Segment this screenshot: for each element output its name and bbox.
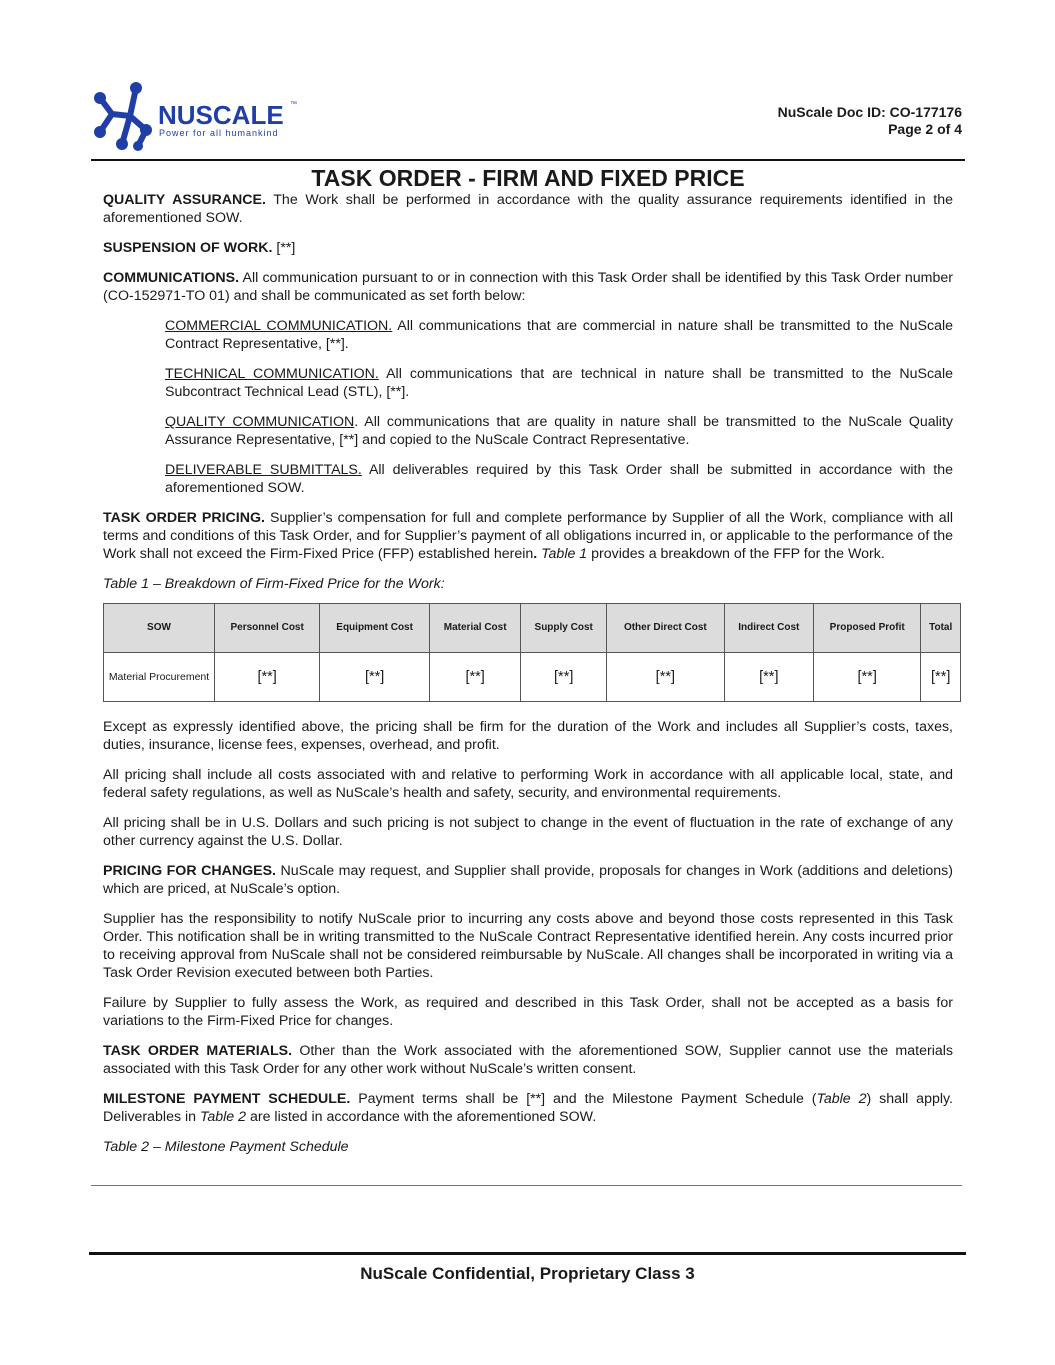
table-cell: [**] [921, 653, 961, 702]
page-number: Page 2 of 4 [888, 121, 962, 137]
header-cell: Material Cost [429, 604, 520, 653]
quality-communication-paragraph: QUALITY COMMUNICATION. All communications that are quality in nature shall be transmitted to the NuScale Quality Assurance Representative, [**] and copied to the NuScale Contract Representative. [165, 414, 953, 448]
document-body [103, 191, 953, 1168]
table-cell: [**] [320, 653, 430, 702]
failure-paragraph: Failure by Supplier to fully assess the Work, as required and described in this Task Order, shall not be accepted as a basis for variations to the Firm-Fixed Price for changes. [103, 995, 953, 1029]
section-heading: PRICING FOR CHANGES. [103, 863, 276, 879]
header-cell: Proposed Profit [813, 604, 920, 653]
header-cell: Equipment Cost [320, 604, 430, 653]
footer-rule [89, 1252, 966, 1255]
notify-paragraph: Supplier has the responsibility to notify NuScale prior to incurring any costs above and beyond those costs represented in this Task Order. This notification shall be in writing transmitted to the NuScale Contract Representative identified herein. Any costs incurred prior to receiving approval from NuScale shall not be considered reimbursable by NuScale. All changes shall be incorporated in writing via a Task Order Revision executed between both Parties. [103, 911, 953, 981]
table-cell: [**] [215, 653, 320, 702]
header-cell: Indirect Cost [724, 604, 813, 653]
section-heading: TASK ORDER MATERIALS. [103, 1043, 293, 1059]
table2-top-rule [91, 1185, 962, 1186]
table2-caption: Table 2 – Milestone Payment Schedule [103, 1139, 349, 1155]
price-breakdown-table [103, 603, 961, 702]
header-cell: Personnel Cost [215, 604, 320, 653]
header-cell: Other Direct Cost [607, 604, 725, 653]
table1-caption: Table 1 – Breakdown of Firm-Fixed Price for the Work: [103, 576, 445, 592]
suspension-paragraph: SUSPENSION OF WORK. [**] [103, 240, 296, 256]
task-order-pricing-paragraph: TASK ORDER PRICING. Supplier’s compensation for full and complete performance by Supplier of all the Work, compliance with all terms and conditions of this Task Order, and for Supplier’s payment of all obligations incurred in, or applicable to the performance of the Work shall not exceed the Firm-Fixed Price (FFP) established herein. Table 1 provides a breakdown of the FFP for the Work. [103, 510, 953, 562]
page-title: TASK ORDER - FIRM AND FIXED PRICE [311, 165, 745, 191]
commercial-communication-paragraph: COMMERCIAL COMMUNICATION. All communications that are commercial in nature shall be transmitted to the NuScale Contract Representative, [**]. [165, 318, 953, 352]
quality-assurance-paragraph: QUALITY ASSURANCE. The Work shall be performed in accordance with the quality assurance requirements identified in the aforementioned SOW. [103, 192, 953, 226]
section-heading: COMMUNICATIONS. [103, 270, 240, 286]
confidentiality-footer: NuScale Confidential, Proprietary Class 3 [360, 1264, 695, 1283]
pricing-for-changes-paragraph: PRICING FOR CHANGES. NuScale may request, and Supplier shall provide, proposals for changes in Work (additions and deletions) which are priced, at NuScale’s option. [103, 863, 954, 897]
header-rule [91, 159, 965, 161]
pricing-currency-paragraph: All pricing shall be in U.S. Dollars and such pricing is not subject to change in the event of fluctuation in the rate of exchange of any other currency against the U.S. Dollar. [103, 815, 953, 849]
communications-paragraph: COMMUNICATIONS. All communication pursuant to or in connection with this Task Order shall be identified by this Task Order number (CO-152971-TO 01) and shall be communicated as set forth below: [103, 270, 953, 304]
logo-tm: ™ [290, 101, 297, 108]
table-row [104, 653, 961, 702]
deliverable-submittals-paragraph: DELIVERABLE SUBMITTALS. All deliverables required by this Task Order shall be submitted in accordance with the aforementioned SOW. [165, 462, 953, 496]
logo-tagline: Power for all humankind [159, 128, 279, 138]
section-heading: MILESTONE PAYMENT SCHEDULE. [103, 1091, 351, 1107]
table-cell: Material Procurement [104, 653, 215, 702]
doc-id: NuScale Doc ID: CO-177176 [777, 104, 962, 120]
table-cell: [**] [429, 653, 520, 702]
section-heading: SUSPENSION OF WORK. [103, 240, 273, 256]
pricing-firm-paragraph: Except as expressly identified above, the pricing shall be firm for the duration of the Work and includes all Supplier’s costs, taxes, duties, insurance, license fees, expenses, overhead, and profit. [103, 719, 953, 753]
table-cell: [**] [607, 653, 725, 702]
table-cell: [**] [813, 653, 920, 702]
section-heading: TASK ORDER PRICING. [103, 510, 265, 526]
technical-communication-paragraph: TECHNICAL COMMUNICATION. All communications that are technical in nature shall be transmitted to the NuScale Subcontract Technical Lead (STL), [**]. [165, 366, 953, 400]
table-cell: [**] [521, 653, 607, 702]
header-cell: Supply Cost [521, 604, 607, 653]
logo-brand: NUSCALE [158, 100, 284, 130]
pricing-safety-paragraph: All pricing shall include all costs associated with and relative to performing Work in accordance with all applicable local, state, and federal safety regulations, as well as NuScale’s health and safety, security, and environmental requirements. [103, 767, 953, 801]
table-cell: [**] [724, 653, 813, 702]
header-cell: SOW [104, 604, 215, 653]
header-cell: Total [921, 604, 961, 653]
section-heading: QUALITY ASSURANCE. [103, 192, 266, 208]
task-order-materials-paragraph: TASK ORDER MATERIALS. Other than the Work associated with the aforementioned SOW, Supplier cannot use the materials associated with this Task Order for any other work without NuScale’s written consent. [103, 1043, 953, 1077]
molecule-logo-icon [92, 80, 312, 152]
table-header-row [104, 604, 961, 653]
document-meta [778, 104, 962, 138]
nuscale-logo [92, 80, 312, 152]
milestone-paragraph: MILESTONE PAYMENT SCHEDULE. Payment terms shall be [**] and the Milestone Payment Schedule (Table 2) shall apply. Deliverables in Table 2 are listed in accordance with the aforementioned SOW. [103, 1091, 953, 1125]
